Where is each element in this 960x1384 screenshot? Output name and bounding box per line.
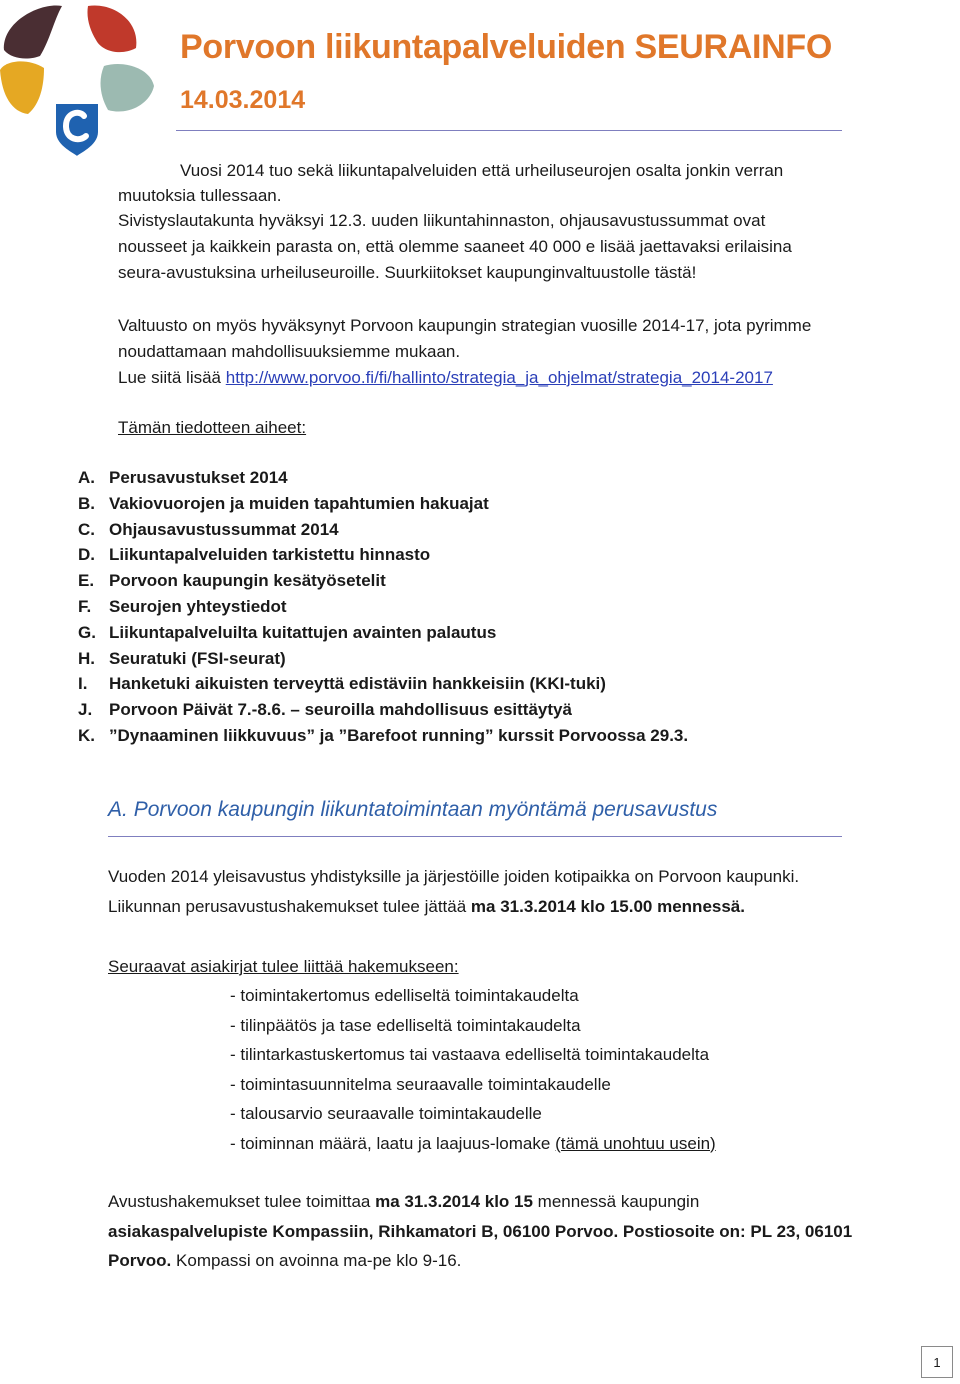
list-item: K. ”Dynaaminen liikkuvuus” ja ”Barefoot running” kurssit Porvoossa 29.3. — [78, 725, 689, 745]
strategy-link[interactable]: http://www.porvoo.fi/fi/hallinto/strategia_ja_ohjelmat/strategia_2014-2017 — [225, 368, 773, 387]
section-a-heading — [108, 798, 717, 822]
intro-line-1: Vuosi 2014 tuo sekä liikuntapalveluiden että urheiluseurojen osalta jonkin verran — [180, 161, 784, 180]
attachments-list — [230, 981, 716, 1158]
intro-line-5: seura-avustuksina urheiluseuroille. Suurkiitokset kaupunginvaltuustolle tästä! — [118, 263, 697, 282]
strategy-more — [118, 365, 773, 391]
section-a-title: Porvoon kaupungin liikuntatoimintaan myöntämä perusavustus — [133, 798, 718, 821]
strategy-line-1: Valtuusto on myös hyväksynyt Porvoon kaupungin strategian vuosille 2014-17, jota pyrimme — [118, 316, 812, 335]
list-item: C. Ohjausavustussummat 2014 — [78, 519, 339, 539]
list-item: F. Seurojen yhteystiedot — [78, 596, 287, 616]
section-a-divider — [108, 836, 842, 837]
attachments-heading: Seuraavat asiakirjat tulee liittää hakemukseen: — [108, 957, 459, 976]
porvoo-city-logo-icon — [0, 0, 170, 160]
submit-line-3: Porvoo. Kompassi on avoinna ma-pe klo 9-16. — [108, 1251, 462, 1270]
reminder-note: (tämä unohtuu usein) — [555, 1133, 716, 1153]
list-item: J. Porvoon Päivät 7.-8.6. – seuroilla mahdollisuus esittäytyä — [78, 700, 572, 720]
section-a-para1-line1: Vuoden 2014 yleisavustus yhdistyksille ja järjestöille joiden kotipaikka on Porvoon kaupunki. — [108, 867, 800, 886]
section-a-para1-line2: Liikunnan perusavustushakemukset tulee jättää ma 31.3.2014 klo 15.00 mennessä. — [108, 897, 745, 916]
list-item: - talousarvio seuraavalle toimintakaudelle — [230, 1104, 542, 1123]
intro-line-4: nousseet ja kaikkein parasta on, että olemme saaneet 40 000 e lisää jaettavaksi erilaisina — [118, 237, 792, 256]
strategy-more-prefix: Lue siitä lisää — [118, 368, 226, 387]
newsletter-title: Porvoon liikuntapalveluiden SEURAINFO — [180, 28, 832, 66]
list-item: D. Liikuntapalveluiden tarkistettu hinnasto — [78, 545, 431, 565]
topics-heading: Tämän tiedotteen aiheet: — [118, 418, 307, 437]
list-item: B. Vakiovuorojen ja muiden tapahtumien hakuajat — [78, 493, 489, 513]
list-item: E. Porvoon kaupungin kesätyösetelit — [78, 571, 386, 591]
submit-line-2: asiakaspalvelupiste Kompassiin, Rihkamatori B, 06100 Porvoo. Postiosoite on: PL 23, 06101 — [108, 1222, 853, 1241]
list-item: - tilinpäätös ja tase edelliseltä toimintakaudelta — [230, 1015, 581, 1035]
list-item: A. Perusavustukset 2014 — [78, 468, 288, 487]
section-a-letter: A. — [108, 798, 128, 821]
submit-line-1: Avustushakemukset tulee toimittaa ma 31.3.2014 klo 15 mennessä kaupungin — [108, 1192, 700, 1211]
intro-line-3: Sivistyslautakunta hyväksyi 12.3. uuden liikuntahinnaston, ohjausavustussummat ovat — [118, 211, 766, 230]
list-item: G. Liikuntapalveluilta kuitattujen avainten palautus — [78, 622, 497, 642]
deadline-text: ma 31.3.2014 klo 15.00 mennessä. — [470, 897, 745, 916]
newsletter-date: 14.03.2014 — [180, 86, 306, 114]
strategy-line-2: noudattamaan mahdollisuuksiemme mukaan. — [118, 342, 461, 361]
list-item: I. Hanketuki aikuisten terveyttä edistäviin hankkeisiin (KKI-tuki) — [78, 674, 606, 694]
page-number: 1 — [921, 1346, 953, 1378]
header-divider — [176, 130, 842, 131]
list-item: H. Seuratuki (FSI-seurat) — [78, 648, 286, 668]
list-item: - toimintakertomus edelliseltä toimintakaudelta — [230, 986, 579, 1005]
list-item: - tilintarkastuskertomus tai vastaava edelliseltä toimintakaudelta — [230, 1045, 710, 1064]
list-item: - toiminnan määrä, laatu ja laajuus-lomake (tämä unohtuu usein) — [230, 1133, 716, 1153]
intro-line-2: muutoksia tullessaan. — [118, 186, 282, 205]
topics-list — [78, 465, 688, 749]
list-item: - toimintasuunnitelma seuraavalle toimintakaudelle — [230, 1074, 611, 1094]
